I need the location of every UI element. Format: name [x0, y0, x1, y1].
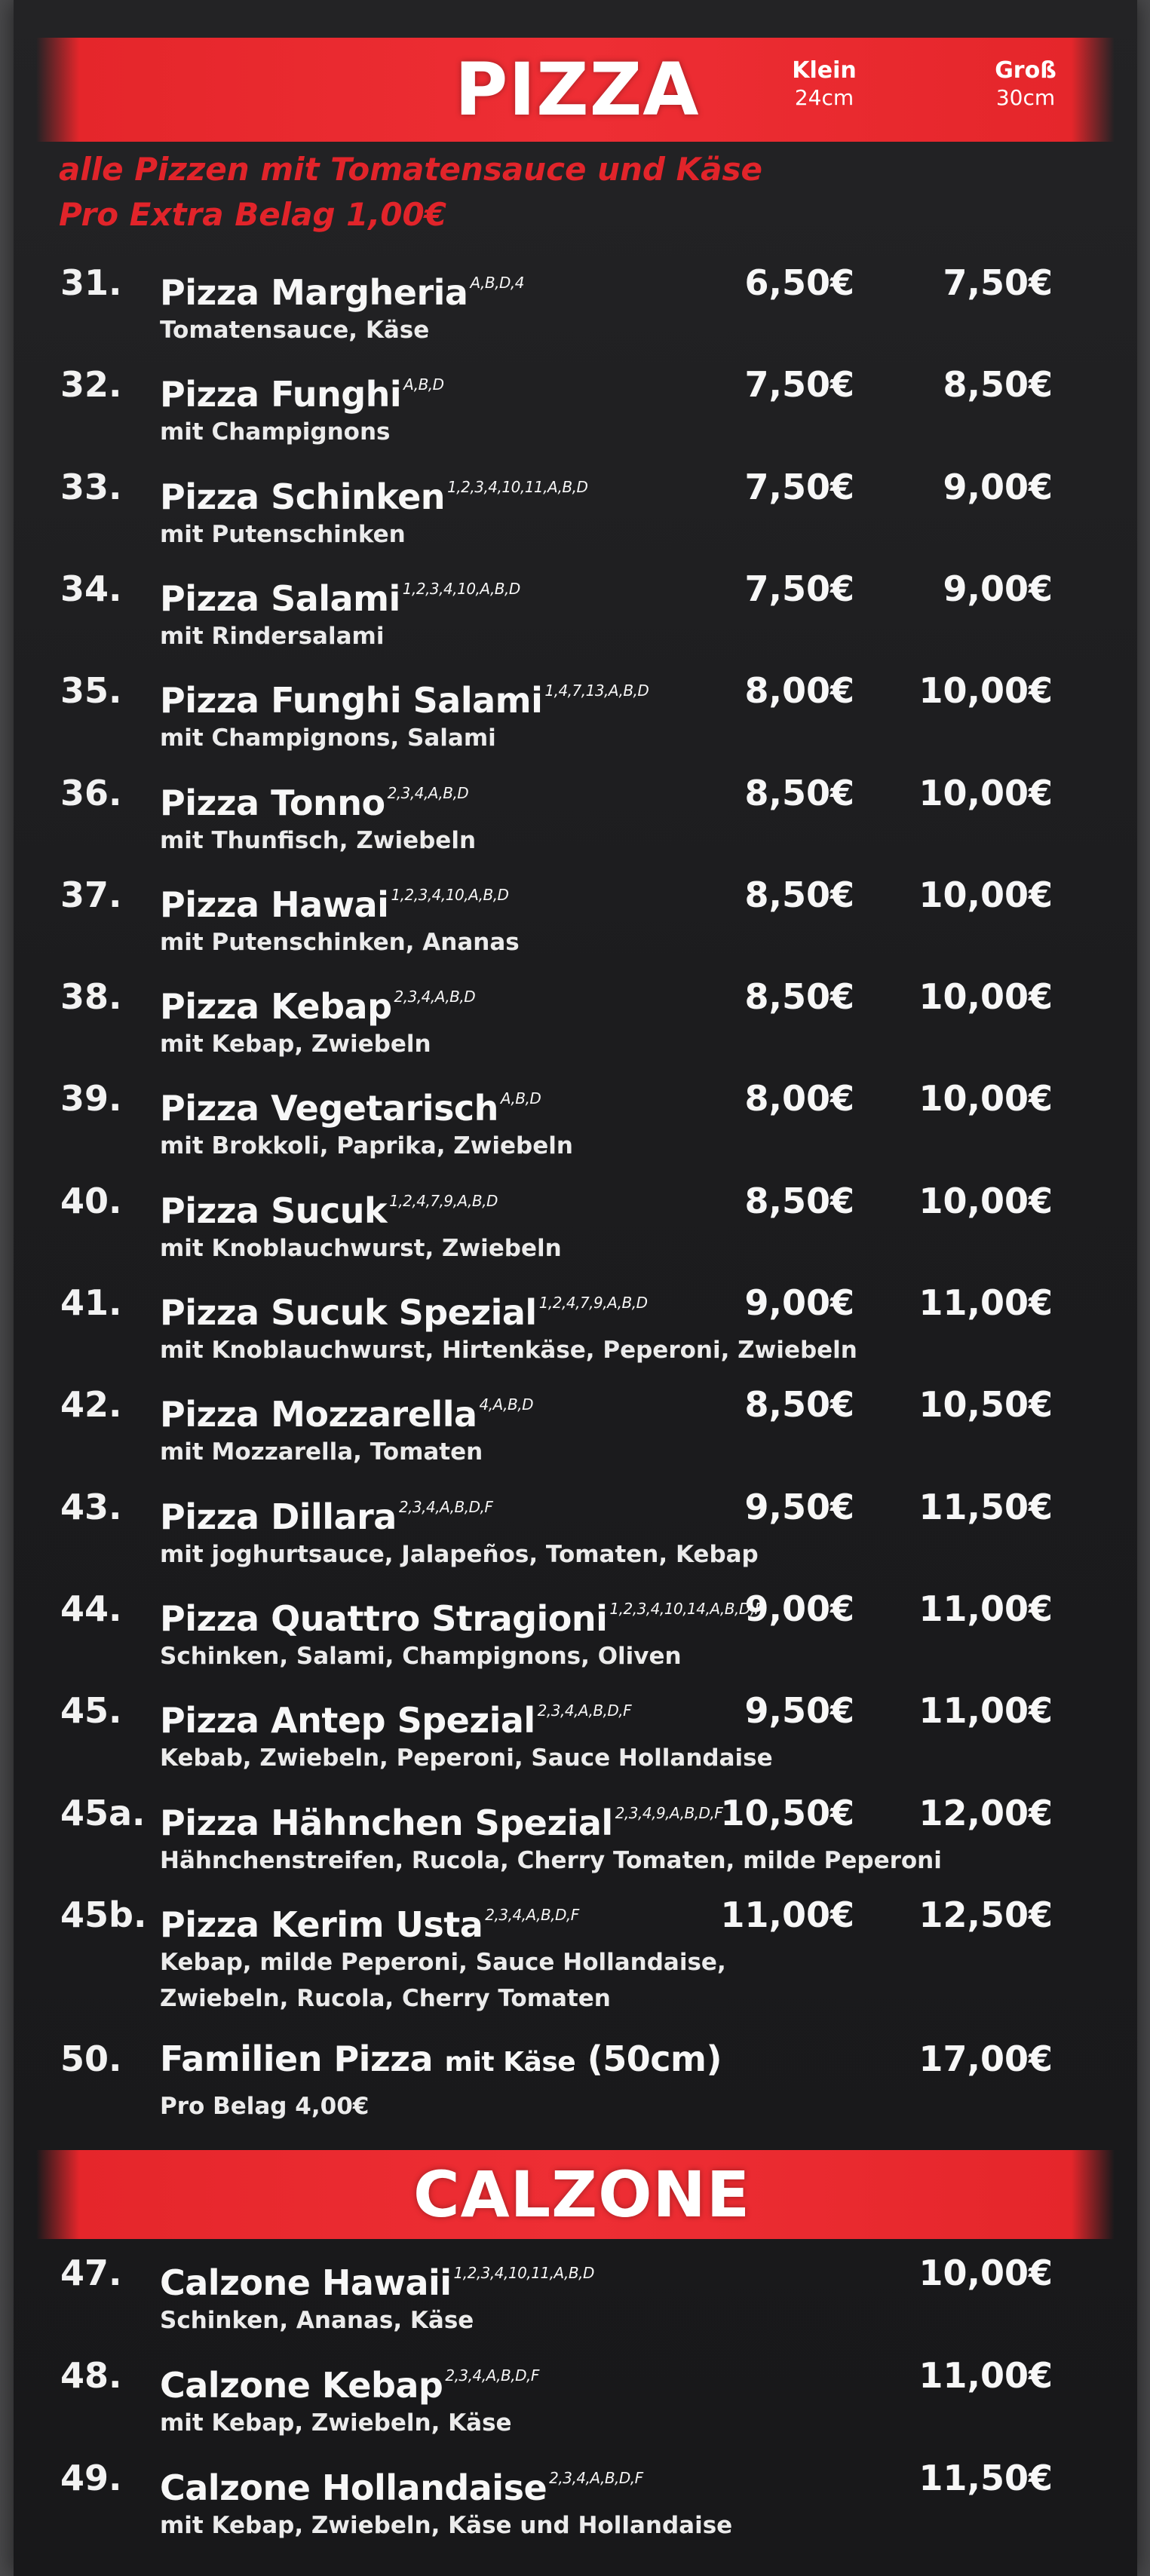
item-name-text: Pizza Tonno: [160, 783, 385, 823]
pizza-item: [14, 1790, 1137, 1888]
price-small: 8,50€: [744, 874, 854, 915]
allergen-codes: 1,2,4,7,9,A,B,D: [538, 1294, 648, 1312]
price: 11,00€: [918, 2355, 1053, 2396]
item-name-text: Pizza Mozzarella: [160, 1394, 477, 1435]
item-number: 48.: [60, 2355, 122, 2396]
allergen-codes: 1,2,4,7,9,A,B,D: [389, 1192, 498, 1210]
allergen-codes: 1,2,3,4,10,14,A,B,D,F: [609, 1600, 763, 1618]
calzone-banner: [36, 2150, 1115, 2239]
item-name: [160, 973, 475, 1030]
item-name-text: Pizza Sucuk Spezial: [160, 1292, 537, 1333]
price-small: 9,00€: [744, 1282, 854, 1323]
price-large: 11,00€: [918, 1282, 1053, 1323]
price-small: 10,50€: [720, 1793, 854, 1833]
item-description: mit Kebap, Zwiebeln, Käse: [160, 2409, 512, 2437]
item-description: mit Kebap, Zwiebeln: [160, 1031, 431, 1058]
price-small: 7,50€: [744, 568, 854, 609]
pizza-title: PIZZA: [455, 47, 700, 132]
item-number: 38.: [60, 976, 122, 1017]
item-name-text: Pizza Kerim Usta: [160, 1904, 483, 1945]
price-large: 9,00€: [943, 467, 1053, 507]
size-small-label: Klein: [792, 57, 857, 84]
pizza-item: [14, 667, 1137, 765]
item-name: [160, 1178, 498, 1234]
pizza-item: [14, 770, 1137, 868]
allergen-codes: 1,2,3,4,10,A,B,D: [402, 580, 520, 598]
allergen-codes: 1,2,3,4,10,11,A,B,D: [453, 2264, 594, 2282]
item-name-text: Pizza Funghi: [160, 374, 402, 415]
pizza-item: [14, 1891, 1137, 2012]
size-large-cm: 30cm: [995, 85, 1056, 110]
item-name: [160, 361, 444, 418]
item-name: [160, 1484, 492, 1540]
item-name: [160, 2352, 539, 2409]
allergen-codes: 1,2,3,4,10,A,B,D: [391, 886, 509, 904]
price-large: 9,00€: [943, 568, 1053, 609]
item-number: 45.: [60, 1690, 122, 1731]
price-small: 8,00€: [744, 670, 854, 711]
pizza-item: [14, 1484, 1137, 1582]
allergen-codes: A,B,D: [403, 375, 444, 394]
item-name: [160, 1381, 533, 1438]
item-name-text: Pizza Antep Spezial: [160, 1700, 535, 1741]
family-pizza-extra: mit Käse: [444, 2047, 576, 2078]
item-description: mit Champignons: [160, 418, 391, 446]
item-description: mit Kebap, Zwiebeln, Käse und Hollandaise: [160, 2512, 733, 2539]
price-large: 10,00€: [918, 1078, 1053, 1119]
item-number: 42.: [60, 1384, 122, 1425]
item-description: mit Brokkoli, Paprika, Zwiebeln: [160, 1132, 573, 1159]
item-description: Pro Belag 4,00€: [160, 2093, 370, 2120]
price-large: 11,00€: [918, 1588, 1053, 1629]
item-name: [160, 2250, 594, 2306]
item-name-text: Pizza Quattro Stragioni: [160, 1598, 608, 1639]
item-description: mit Thunfisch, Zwiebeln: [160, 827, 477, 854]
item-name-text: Pizza Vegetarisch: [160, 1088, 498, 1129]
family-pizza-size: (50cm): [587, 2038, 722, 2079]
item-name-text: Pizza Dillara: [160, 1496, 397, 1537]
item-name: [160, 2455, 643, 2511]
item-name: [160, 464, 587, 520]
item-name-text: Pizza Hähnchen Spezial: [160, 1803, 613, 1843]
price-large: 10,00€: [918, 773, 1053, 813]
menu-card: [14, 0, 1137, 2576]
item-number: 35.: [60, 670, 122, 711]
price-small: 7,50€: [744, 467, 854, 507]
item-name-text: Pizza Salami: [160, 578, 400, 619]
size-small-header: [764, 57, 885, 112]
item-number: 40.: [60, 1181, 122, 1221]
allergen-codes: 1,4,7,13,A,B,D: [544, 682, 649, 700]
item-name-text: Pizza Kebap: [160, 986, 392, 1027]
item-description: mit Rindersalami: [160, 623, 385, 650]
price-large: 12,00€: [918, 1793, 1053, 1833]
item-name-text: Calzone Hollandaise: [160, 2467, 547, 2508]
allergen-codes: 4,A,B,D: [479, 1395, 533, 1414]
pizza-item: [14, 973, 1137, 1071]
item-name-text: Pizza Margheria: [160, 272, 468, 313]
item-number: 45b.: [60, 1894, 147, 1935]
item-name-text: Calzone Hawaii: [160, 2262, 452, 2303]
price-small: 9,50€: [744, 1690, 854, 1731]
pizza-item: [14, 1687, 1137, 1785]
allergen-codes: 2,3,4,9,A,B,D,F: [615, 1804, 723, 1822]
item-number: 39.: [60, 1078, 122, 1119]
item-name: [160, 565, 520, 622]
allergen-codes: 2,3,4,A,B,D,F: [485, 1906, 579, 1924]
item-number: 43.: [60, 1487, 122, 1527]
item-name: [160, 259, 524, 316]
price-large: 7,50€: [943, 262, 1053, 303]
item-name: [160, 1075, 541, 1132]
price-large: 10,00€: [918, 976, 1053, 1017]
price: 11,50€: [918, 2458, 1053, 2498]
item-description: mit Putenschinken, Ananas: [160, 929, 520, 956]
pizza-item: [14, 1178, 1137, 1276]
price-large: 10,00€: [918, 874, 1053, 915]
allergen-codes: 2,3,4,A,B,D,F: [398, 1498, 493, 1516]
allergen-codes: A,B,D: [500, 1089, 541, 1107]
item-number: 32.: [60, 364, 122, 405]
pizza-banner: [36, 38, 1115, 142]
item-description: mit Knoblauchwurst, Zwiebeln: [160, 1235, 562, 1262]
price-small: 8,50€: [744, 1384, 854, 1425]
item-description: mit Knoblauchwurst, Hirtenkäse, Peperoni, Zwiebeln: [160, 1337, 857, 1364]
price-small: 9,00€: [744, 1588, 854, 1629]
price-small: 11,00€: [720, 1894, 854, 1935]
price-large: 10,00€: [918, 670, 1053, 711]
pizza-item: [14, 1381, 1137, 1479]
price-small: 6,50€: [744, 262, 854, 303]
price-large: 8,50€: [943, 364, 1053, 405]
item-name-text: Pizza Sucuk: [160, 1190, 388, 1231]
item-name-text: Pizza Schinken: [160, 476, 446, 517]
allergen-codes: A,B,D,4: [470, 274, 524, 292]
item-number: 45a.: [60, 1793, 146, 1833]
item-number: 50.: [60, 2038, 122, 2079]
pizza-note-extra: Pro Extra Belag 1,00€: [59, 196, 446, 233]
pizza-item: [14, 871, 1137, 969]
allergen-codes: 1,2,3,4,10,11,A,B,D: [447, 478, 588, 496]
item-number: 33.: [60, 467, 122, 507]
item-number: 31.: [60, 262, 122, 303]
price-small: 8,50€: [744, 1181, 854, 1221]
pizza-item: [14, 259, 1137, 357]
item-number: 36.: [60, 773, 122, 813]
price-large: 11,00€: [918, 1690, 1053, 1731]
price-small: 9,50€: [744, 1487, 854, 1527]
item-name: [160, 1687, 631, 1744]
pizza-item: [14, 361, 1137, 459]
pizza-item: [14, 1075, 1137, 1173]
price-large: 12,50€: [918, 1894, 1053, 1935]
family-pizza-name: Familien Pizza: [160, 2038, 434, 2079]
item-name-text: Pizza Hawai: [160, 884, 389, 925]
item-name: [160, 1279, 648, 1336]
price-large: 10,50€: [918, 1384, 1053, 1425]
item-description: Schinken, Salami, Champignons, Oliven: [160, 1643, 682, 1670]
item-description: Hähnchenstreifen, Rucola, Cherry Tomaten, milde Peperoni: [160, 1847, 942, 1874]
item-description: Kebab, Zwiebeln, Peperoni, Sauce Hollandaise: [160, 1744, 773, 1772]
item-number: 47.: [60, 2253, 122, 2293]
item-description: Schinken, Ananas, Käse: [160, 2307, 474, 2334]
calzone-item: [14, 2455, 1137, 2553]
price-small: 8,50€: [744, 773, 854, 813]
item-name: [160, 871, 508, 928]
item-name: [160, 2035, 722, 2086]
price-small: 8,00€: [744, 1078, 854, 1119]
size-large-header: [965, 57, 1086, 112]
size-small-cm: 24cm: [794, 85, 854, 110]
pizza-item: [14, 1279, 1137, 1377]
pizza-note-base: alle Pizzen mit Tomatensauce und Käse: [59, 151, 762, 188]
pizza-item: [14, 464, 1137, 562]
item-name: [160, 770, 468, 826]
size-large-label: Groß: [995, 57, 1056, 84]
item-name: [160, 1585, 763, 1642]
item-description: Kebap, milde Peperoni, Sauce Hollandaise, Zwiebeln, Rucola, Cherry Tomaten: [160, 1949, 726, 2012]
item-description: mit Champignons, Salami: [160, 724, 496, 752]
item-description: mit Mozzarella, Tomaten: [160, 1438, 483, 1466]
allergen-codes: 2,3,4,A,B,D,F: [445, 2366, 539, 2385]
family-pizza-item: [14, 2035, 1137, 2133]
item-name-text: Pizza Funghi Salami: [160, 680, 543, 721]
item-number: 41.: [60, 1282, 122, 1323]
item-description: Tomatensauce, Käse: [160, 317, 430, 344]
item-name: [160, 667, 649, 724]
item-name: [160, 1891, 579, 1948]
price-small: 7,50€: [744, 364, 854, 405]
price: 10,00€: [918, 2253, 1053, 2293]
item-number: 37.: [60, 874, 122, 915]
allergen-codes: 2,3,4,A,B,D: [387, 784, 469, 802]
allergen-codes: 2,3,4,A,B,D,F: [549, 2469, 643, 2487]
item-number: 49.: [60, 2458, 122, 2498]
calzone-title: CALZONE: [413, 2158, 751, 2231]
price-large: 10,00€: [918, 1181, 1053, 1221]
pizza-item: [14, 565, 1137, 663]
item-number: 44.: [60, 1588, 122, 1629]
item-name-text: Calzone Kebap: [160, 2365, 443, 2406]
item-description: mit Putenschinken: [160, 521, 406, 548]
calzone-item: [14, 2352, 1137, 2450]
allergen-codes: 2,3,4,A,B,D,F: [537, 1702, 632, 1720]
item-description: mit joghurtsauce, Jalapeños, Tomaten, Kebap: [160, 1541, 759, 1568]
price-small: 8,50€: [744, 976, 854, 1017]
family-pizza-price: 17,00€: [918, 2038, 1053, 2079]
allergen-codes: 2,3,4,A,B,D: [394, 988, 476, 1006]
calzone-item: [14, 2250, 1137, 2348]
item-name: [160, 1790, 722, 1846]
item-number: 34.: [60, 568, 122, 609]
pizza-item: [14, 1585, 1137, 1683]
price-large: 11,50€: [918, 1487, 1053, 1527]
